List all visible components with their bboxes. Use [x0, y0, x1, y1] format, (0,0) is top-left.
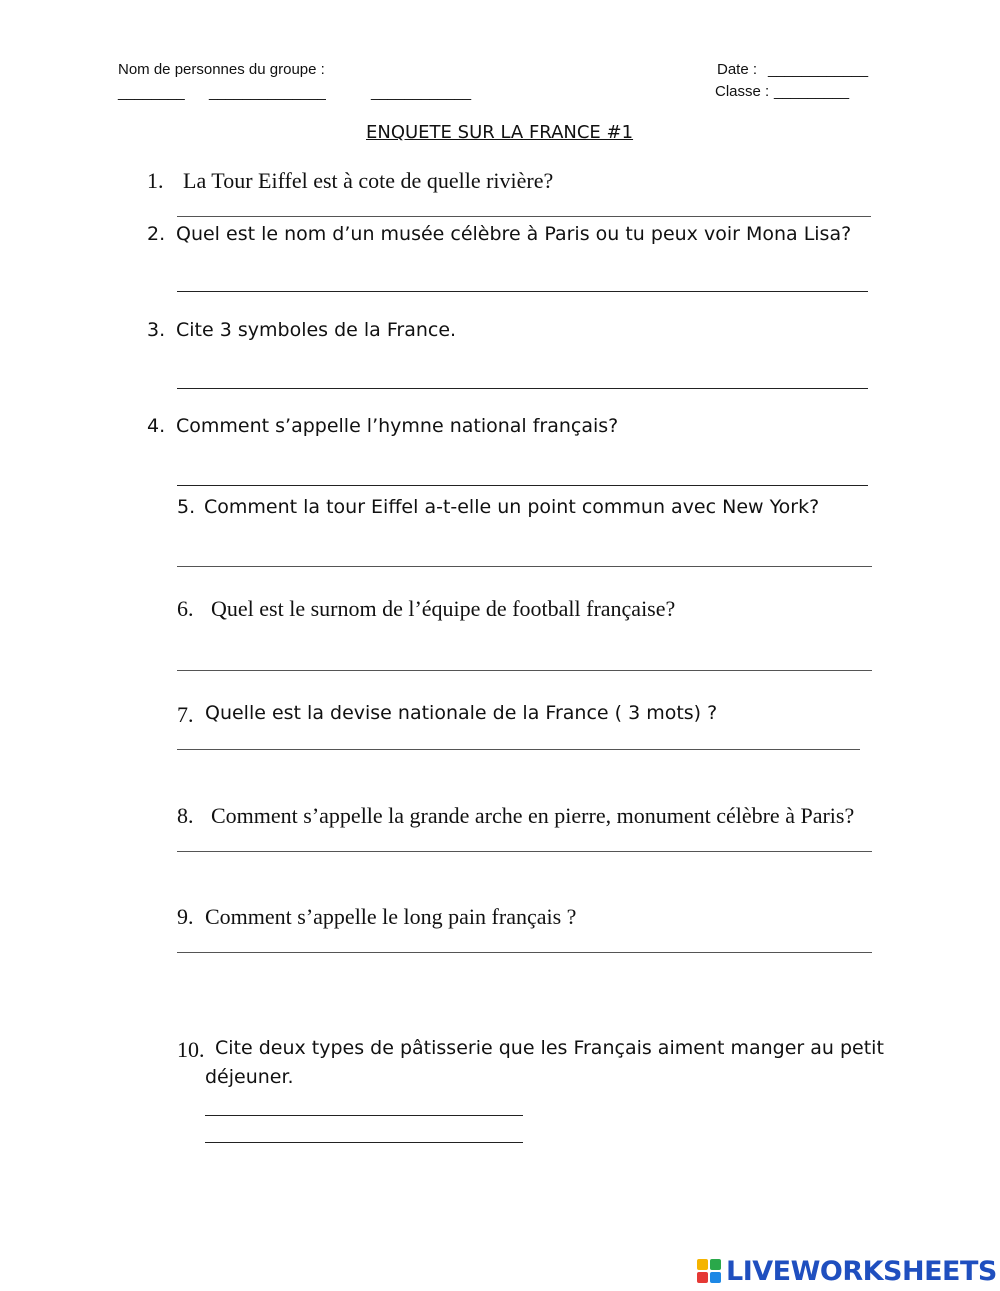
answer-line-8[interactable]: [177, 851, 872, 852]
question-4-text: Comment s’appelle l’hymne national français?: [176, 415, 619, 437]
logo-block-e: [710, 1272, 721, 1283]
group-name-blank-1[interactable]: ________: [118, 84, 185, 101]
question-10-text-cont: déjeuner.: [205, 1066, 294, 1088]
question-5-number: 5.: [177, 496, 196, 518]
question-10-text: Cite deux types de pâtisserie que les Français aiment manger au petit: [215, 1037, 884, 1059]
answer-line-7[interactable]: [177, 749, 860, 750]
group-names-label: Nom de personnes du groupe :: [118, 61, 325, 78]
answer-line-6[interactable]: [177, 670, 872, 671]
logo-block-i: [710, 1259, 721, 1270]
answer-line-2[interactable]: [177, 291, 868, 292]
date-blank[interactable]: ____________: [768, 61, 869, 78]
class-blank[interactable]: _________: [774, 83, 850, 100]
logo-block-l: [697, 1259, 708, 1270]
answer-line-9[interactable]: [177, 952, 872, 953]
answer-line-3[interactable]: [177, 388, 868, 389]
answer-line-10a[interactable]: [205, 1115, 523, 1116]
answer-line-1[interactable]: [177, 216, 871, 217]
question-2-number: 2.: [147, 223, 166, 245]
question-2-text: Quel est le nom d’un musée célèbre à Paris ou tu peux voir Mona Lisa?: [176, 223, 852, 245]
question-4-number: 4.: [147, 415, 166, 437]
question-5-text: Comment la tour Eiffel a-t-elle un point commun avec New York?: [204, 496, 820, 518]
date-label: Date :: [717, 61, 758, 78]
answer-line-5[interactable]: [177, 566, 872, 567]
liveworksheets-logo: [697, 1255, 997, 1287]
question-7-number: 7.: [177, 702, 194, 727]
question-6-text: Quel est le surnom de l’équipe de football française?: [211, 596, 676, 621]
logo-blocks-icon: [697, 1259, 721, 1283]
question-10-number: 10.: [177, 1037, 205, 1062]
group-name-blank-3[interactable]: ____________: [371, 84, 472, 101]
question-9-number: 9.: [177, 904, 194, 929]
question-1-number: 1.: [147, 168, 164, 193]
question-8-text: Comment s’appelle la grande arche en pierre, monument célèbre à Paris?: [211, 803, 855, 828]
question-1-text: La Tour Eiffel est à cote de quelle rivière?: [183, 168, 554, 193]
question-8-number: 8.: [177, 803, 194, 828]
page-title: ENQUETE SUR LA FRANCE #1: [366, 122, 634, 143]
question-3-text: Cite 3 symboles de la France.: [176, 319, 457, 341]
question-3-number: 3.: [147, 319, 166, 341]
question-7-text: Quelle est la devise nationale de la France ( 3 mots) ?: [205, 702, 718, 724]
question-9-text: Comment s’appelle le long pain français ?: [205, 904, 577, 929]
class-label: Classe :: [715, 83, 770, 100]
answer-line-4[interactable]: [177, 485, 868, 486]
logo-text: LIVEWORKSHEETS: [726, 1255, 997, 1287]
logo-block-v: [697, 1272, 708, 1283]
question-6-number: 6.: [177, 596, 194, 621]
answer-line-10b[interactable]: [205, 1142, 523, 1143]
group-name-blank-2[interactable]: ______________: [209, 84, 326, 101]
